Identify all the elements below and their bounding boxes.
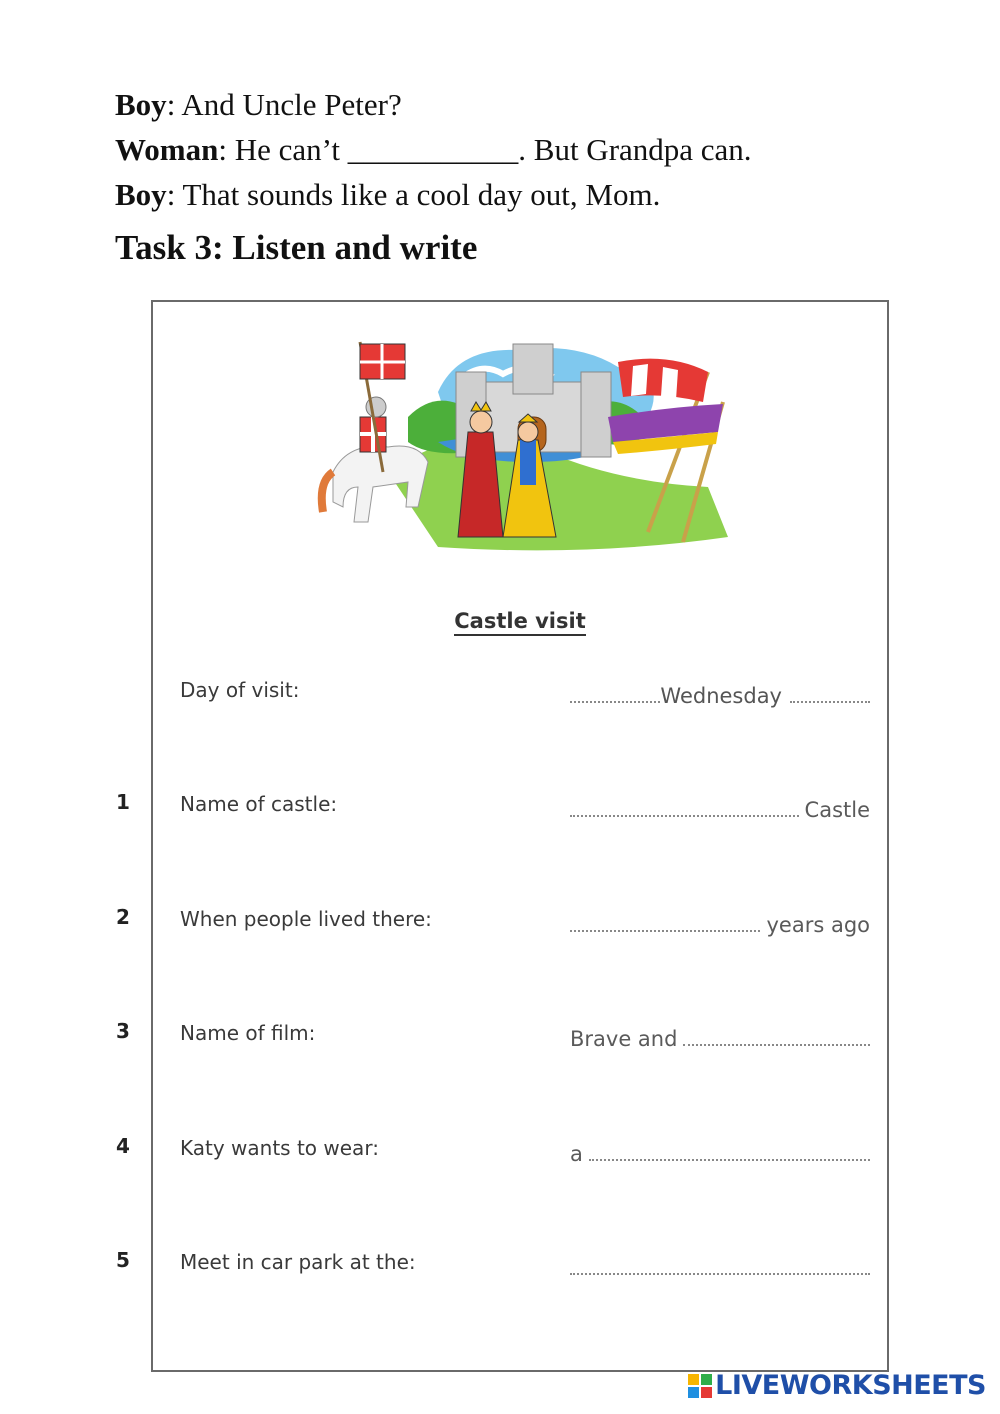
question-label: Name of castle:: [180, 792, 338, 816]
answer-line[interactable]: [570, 905, 870, 937]
answer-suffix: Castle: [804, 798, 870, 822]
question-label: Katy wants to wear:: [180, 1136, 379, 1160]
dialogue-line: [115, 127, 752, 172]
worksheet-title: [153, 609, 887, 633]
speaker: Boy: [115, 177, 167, 212]
question-number: 5: [116, 1248, 130, 1272]
question-label: Name of film:: [180, 1021, 316, 1045]
dotted-line: [683, 1044, 870, 1046]
dialogue-text: : And Uncle Peter?: [166, 87, 402, 122]
question-label: Meet in car park at the:: [180, 1250, 416, 1274]
speaker: Boy: [115, 87, 167, 122]
dotted-line: [790, 701, 870, 703]
example-answer-line: [570, 676, 870, 708]
dotted-line: [570, 701, 660, 703]
worksheet: [151, 300, 889, 1372]
question-row: [153, 1244, 891, 1284]
question-row: [153, 901, 891, 941]
liveworksheets-icon: [688, 1374, 712, 1398]
example-row: [153, 672, 891, 712]
question-row: [153, 786, 891, 826]
question-number: 1: [116, 790, 130, 814]
answer-line[interactable]: [570, 1134, 870, 1166]
answer-suffix: years ago: [766, 913, 870, 937]
worksheet-title-text: Castle visit: [454, 609, 586, 636]
dotted-line: [589, 1159, 870, 1161]
speaker: Woman: [115, 132, 219, 167]
question-number: 2: [116, 905, 130, 929]
answer-prefix: Brave and: [570, 1027, 678, 1051]
dialogue: [115, 82, 752, 217]
dotted-line: [570, 930, 760, 932]
castle-illustration: [288, 322, 768, 557]
question-row: [153, 1130, 891, 1170]
dialogue-text: : That sounds like a cool day out, Mom.: [166, 177, 661, 212]
question-row: [153, 1015, 891, 1055]
example-answer: Wednesday: [660, 684, 782, 708]
dialogue-text: : He can’t ___________. But Grandpa can.: [218, 132, 752, 167]
example-label: Day of visit:: [180, 678, 300, 702]
question-number: 3: [116, 1019, 130, 1043]
task-title: Task 3: Listen and write: [115, 228, 478, 267]
answer-line[interactable]: [570, 790, 870, 822]
answer-line[interactable]: [570, 1248, 870, 1280]
question-number: 4: [116, 1134, 130, 1158]
brand-name: LIVEWORKSHEETS: [715, 1370, 986, 1401]
liveworksheets-logo: [688, 1370, 986, 1401]
dotted-line: [570, 1273, 870, 1275]
answer-line[interactable]: [570, 1019, 870, 1051]
question-label: When people lived there:: [180, 907, 432, 931]
dialogue-line: [115, 82, 752, 127]
dialogue-line: [115, 172, 752, 217]
answer-prefix: a: [570, 1142, 583, 1166]
dotted-line: [570, 815, 799, 817]
